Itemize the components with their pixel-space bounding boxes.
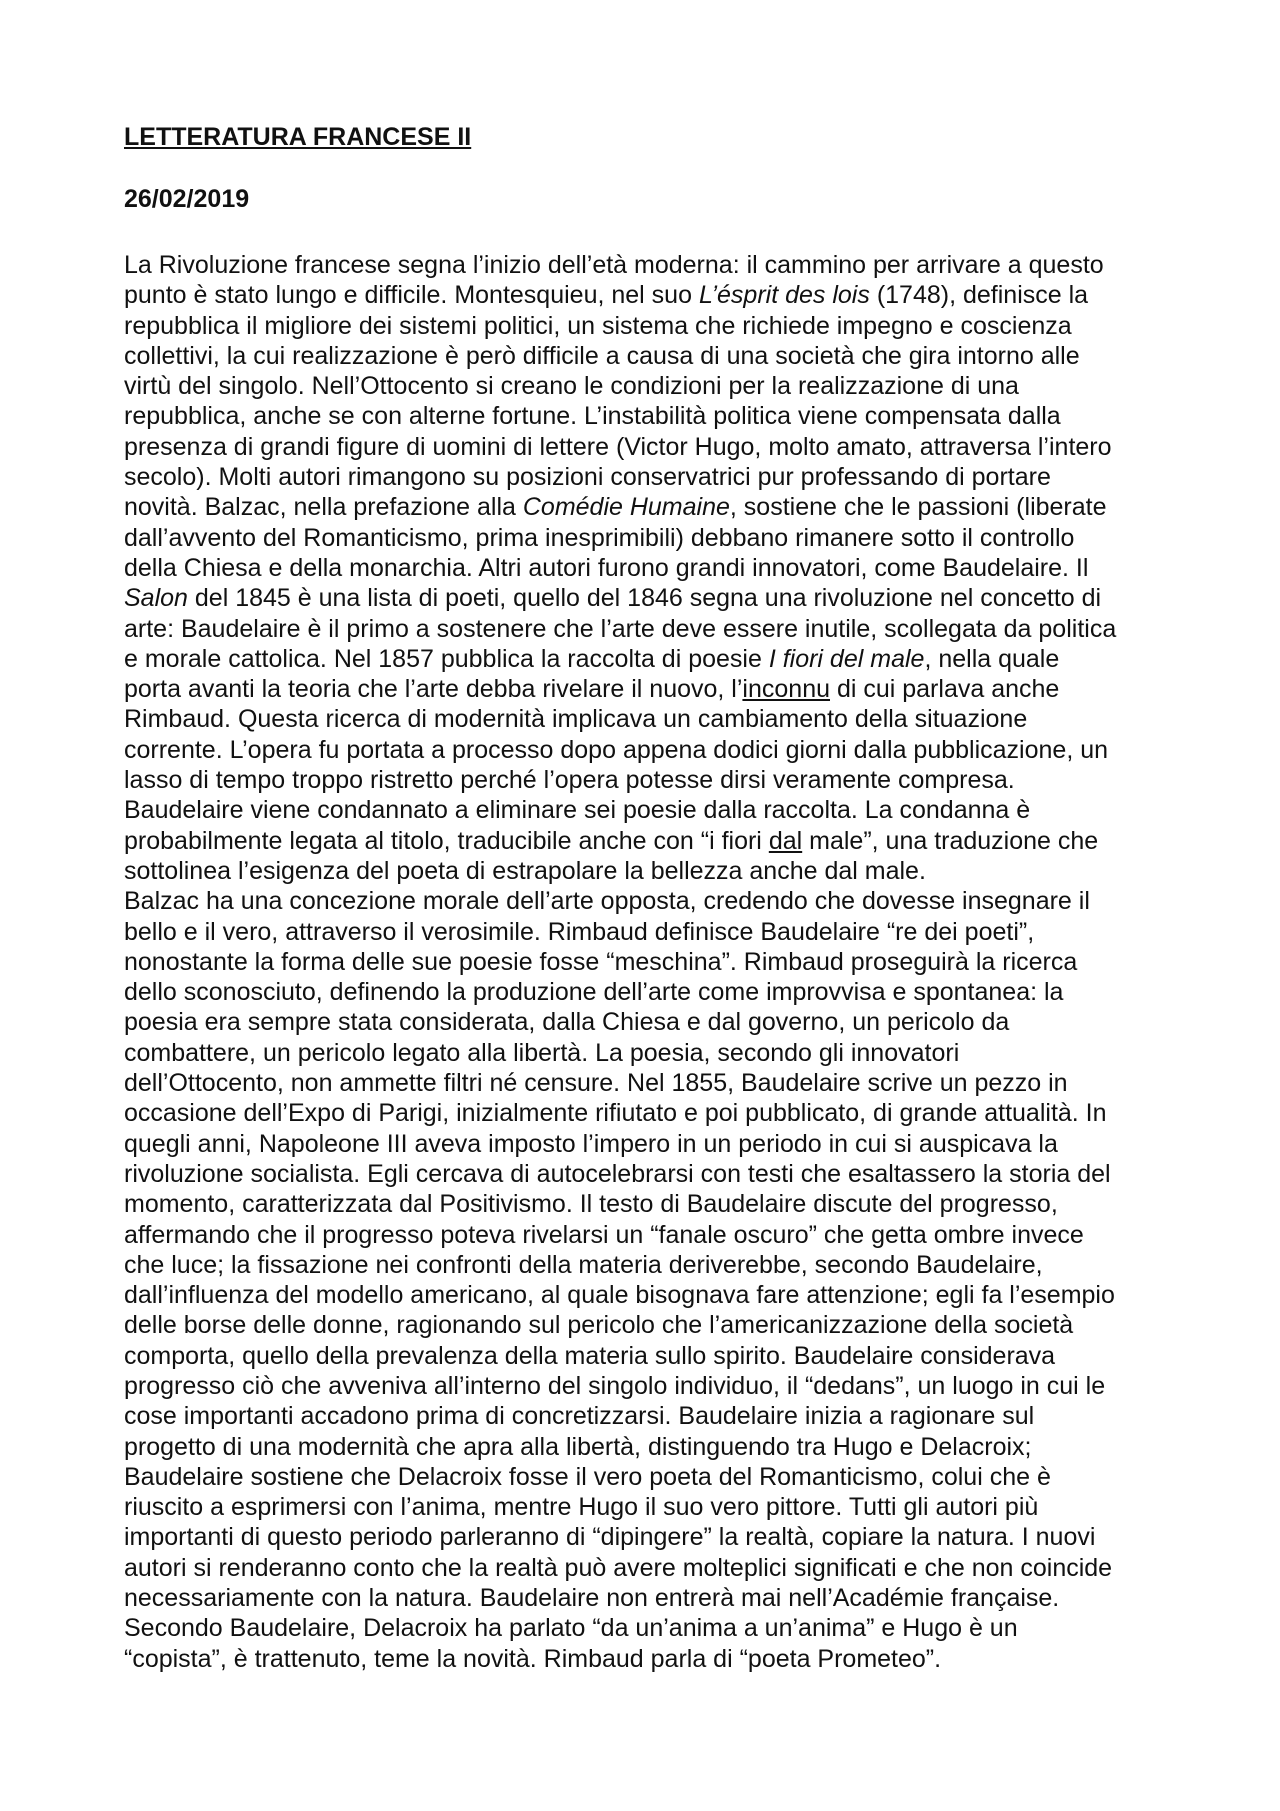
text-line xyxy=(124,523,1164,553)
text-segment: momento, caratterizzata dal Positivismo. Il testo di Baudelaire discute del progresso, xyxy=(124,1190,1058,1219)
text-line xyxy=(124,1341,1164,1371)
text-segment: (1748), definisce la xyxy=(869,281,1089,310)
text-segment: progetto di una modernità che apra alla libertà, distinguendo tra Hugo e Delacroix; xyxy=(124,1432,1032,1461)
text-line xyxy=(124,1098,1164,1128)
text-segment: secolo). Molti autori rimangono su posizioni conservatrici pur professando di portare xyxy=(124,463,1051,492)
text-line xyxy=(124,1068,1164,1098)
text-segment: dello sconosciuto, definendo la produzione dell’arte come improvvisa e spontanea: la xyxy=(124,978,1064,1007)
text-line xyxy=(124,1371,1164,1401)
text-segment: Baudelaire viene condannato a eliminare sei poesie dalla raccolta. La condanna è xyxy=(124,796,1031,825)
text-segment: combattere, un pericolo legato alla libertà. La poesia, secondo gli innovatori xyxy=(124,1038,960,1067)
text-segment: lasso di tempo troppo ristretto perché l’opera potesse dirsi veramente compresa. xyxy=(124,766,1015,795)
text-segment: e morale cattolica. Nel 1857 pubblica la raccolta di poesie xyxy=(124,644,769,673)
text-segment: novità. Balzac, nella prefazione alla xyxy=(124,493,523,522)
text-line xyxy=(124,1038,1164,1068)
text-line xyxy=(124,1129,1164,1159)
text-segment: “copista”, è trattenuto, teme la novità. Rimbaud parla di “poeta Prometeo”. xyxy=(124,1644,942,1673)
text-line xyxy=(124,1310,1164,1340)
text-line xyxy=(124,1280,1164,1310)
text-segment: che luce; la fissazione nei confronti della materia deriverebbe, secondo Baudelaire, xyxy=(124,1250,1043,1279)
text-line xyxy=(124,492,1164,522)
text-line xyxy=(124,1007,1164,1037)
text-line xyxy=(124,432,1164,462)
text-segment: , sostiene che le passioni (liberate xyxy=(729,493,1107,522)
text-segment: Baudelaire sostiene che Delacroix fosse il vero poeta del Romanticismo, colui che è xyxy=(124,1462,1051,1491)
text-line xyxy=(124,1492,1164,1522)
text-line xyxy=(124,1644,1164,1674)
text-line xyxy=(124,401,1164,431)
text-line xyxy=(124,1583,1164,1613)
text-line xyxy=(124,886,1164,916)
text-segment: della Chiesa e della monarchia. Altri autori furono grandi innovatori, come Baudelaire. Il xyxy=(124,553,1089,582)
text-line xyxy=(124,371,1164,401)
text-segment: virtù del singolo. Nell’Ottocento si creano le condizioni per la realizzazione di una xyxy=(124,372,1019,401)
text-line xyxy=(124,1250,1164,1280)
text-line xyxy=(124,553,1164,583)
text-line xyxy=(124,341,1164,371)
text-segment: progresso ciò che avveniva all’interno del singolo individuo, il “dedans”, un luogo in cui le xyxy=(124,1371,1106,1400)
text-segment: punto è stato lungo e difficile. Montesquieu, nel suo xyxy=(124,281,699,310)
text-line xyxy=(124,795,1164,825)
italic-title: Comédie Humaine xyxy=(522,493,730,522)
text-segment: del 1845 è una lista di poeti, quello del 1846 segna una rivoluzione nel concetto di xyxy=(187,584,1102,613)
text-segment: , nella quale xyxy=(924,644,1060,673)
text-segment: repubblica, anche se con alterne fortune. L’instabilità politica viene compensata dalla xyxy=(124,402,1061,431)
text-segment: Rimbaud. Questa ricerca di modernità implicava un cambiamento della situazione xyxy=(124,705,1028,734)
text-line xyxy=(124,704,1164,734)
text-segment: riuscito a esprimersi con l’anima, mentre Hugo il suo vero pittore. Tutti gli autori più xyxy=(124,1493,1039,1522)
text-segment: affermando che il progresso poteva rivelarsi un “fanale oscuro” che getta ombre invece xyxy=(124,1220,1084,1249)
italic-title: L’ésprit des lois xyxy=(698,281,870,310)
text-line xyxy=(124,1432,1164,1462)
text-segment: repubblica il migliore dei sistemi politici, un sistema che richiede impegno e coscienza xyxy=(124,311,1072,340)
document-page xyxy=(124,122,1164,1674)
text-line xyxy=(124,856,1164,886)
text-segment: poesia era sempre stata considerata, dalla Chiesa e dal governo, un pericolo da xyxy=(124,1008,1010,1037)
text-segment: nonostante la forma delle sue poesie fosse “meschina”. Rimbaud proseguirà la ricerca xyxy=(124,947,1078,976)
text-segment: collettivi, la cui realizzazione è però difficile a causa di una società che gira intorno alle xyxy=(124,341,1080,370)
document-date: 26/02/2019 xyxy=(124,185,250,213)
underlined-word: inconnu xyxy=(742,675,830,704)
text-segment: sottolinea l’esigenza del poeta di estrapolare la bellezza anche dal male. xyxy=(124,856,926,885)
text-segment: La Rivoluzione francese segna l’inizio dell’età moderna: il cammino per arrivare a questo xyxy=(124,251,1104,279)
text-line xyxy=(124,1220,1164,1250)
text-line xyxy=(124,583,1164,613)
text-line xyxy=(124,1522,1164,1552)
text-line xyxy=(124,917,1164,947)
text-line xyxy=(124,1553,1164,1583)
text-line xyxy=(124,250,1164,280)
text-segment: Secondo Baudelaire, Delacroix ha parlato “da un’anima a un’anima” e Hugo è un xyxy=(124,1614,1018,1643)
text-segment: dell’Ottocento, non ammette filtri né censure. Nel 1855, Baudelaire scrive un pezzo in xyxy=(124,1069,1068,1098)
text-line xyxy=(124,1462,1164,1492)
text-segment: Balzac ha una concezione morale dell’arte opposta, credendo che dovesse insegnare il xyxy=(124,887,1090,916)
text-segment: occasione dell’Expo di Parigi, inizialmente rifiutato e poi pubblicato, di grande attualità. In xyxy=(124,1099,1107,1128)
text-segment: arte: Baudelaire è il primo a sostenere che l’arte deve essere inutile, scollegata da politica xyxy=(124,614,1117,643)
text-line xyxy=(124,977,1164,1007)
text-segment: comporta, quello della prevalenza della materia sullo spirito. Baudelaire considerava xyxy=(124,1341,1056,1370)
document-body xyxy=(124,250,1164,1674)
text-segment: bello e il vero, attraverso il verosimile. Rimbaud definisce Baudelaire “re dei poeti”, xyxy=(124,917,1035,946)
text-segment: porta avanti la teoria che l’arte debba rivelare il nuovo, l’ xyxy=(124,675,743,704)
text-line xyxy=(124,1401,1164,1431)
text-segment: necessariamente con la natura. Baudelaire non entrerà mai nell’Académie française. xyxy=(124,1584,1060,1613)
italic-title: I fiori del male xyxy=(768,644,925,673)
italic-title: Salon xyxy=(124,584,188,613)
text-segment: di cui parlava anche xyxy=(830,675,1060,704)
text-segment: importanti di questo periodo parleranno di “dipingere” la realtà, copiare la natura. I nuovi xyxy=(124,1523,1096,1552)
text-line xyxy=(124,1613,1164,1643)
text-segment: rivoluzione socialista. Egli cercava di autocelebrarsi con testi che esaltassero la storia del xyxy=(124,1159,1111,1188)
document-title: LETTERATURA FRANCESE II xyxy=(124,123,472,151)
text-line xyxy=(124,1189,1164,1219)
text-segment: male”, una traduzione che xyxy=(802,826,1099,855)
text-segment: dall’influenza del modello americano, al quale bisognava fare attenzione; egli fa l’esempio xyxy=(124,1281,1115,1310)
underlined-word: dal xyxy=(768,826,803,855)
text-line xyxy=(124,462,1164,492)
text-segment: probabilmente legata al titolo, traducibile anche con “i fiori xyxy=(124,826,769,855)
text-segment: cose importanti accadono prima di concretizzarsi. Baudelaire inizia a ragionare sul xyxy=(124,1402,1035,1431)
text-line xyxy=(124,947,1164,977)
text-line xyxy=(124,765,1164,795)
text-segment: delle borse delle donne, ragionando sul pericolo che l’americanizzazione della società xyxy=(124,1311,1074,1340)
text-line xyxy=(124,280,1164,310)
text-segment: corrente. L’opera fu portata a processo dopo appena dodici giorni dalla pubblicazione, un xyxy=(124,735,1109,764)
text-segment: quegli anni, Napoleone III aveva imposto l’impero in un periodo in cui si auspicava la xyxy=(124,1129,1058,1158)
text-segment: presenza di grandi figure di uomini di lettere (Victor Hugo, molto amato, attraversa l’intero xyxy=(124,432,1112,461)
text-line xyxy=(124,674,1164,704)
text-segment: autori si renderanno conto che la realtà può avere molteplici significati e che non coincide xyxy=(124,1553,1113,1582)
text-line xyxy=(124,1159,1164,1189)
text-line xyxy=(124,644,1164,674)
text-line xyxy=(124,826,1164,856)
text-segment: dall’avvento del Romanticismo, prima inesprimibili) debbano rimanere sotto il controllo xyxy=(124,523,1075,552)
text-line xyxy=(124,311,1164,341)
text-line xyxy=(124,735,1164,765)
text-line xyxy=(124,614,1164,644)
